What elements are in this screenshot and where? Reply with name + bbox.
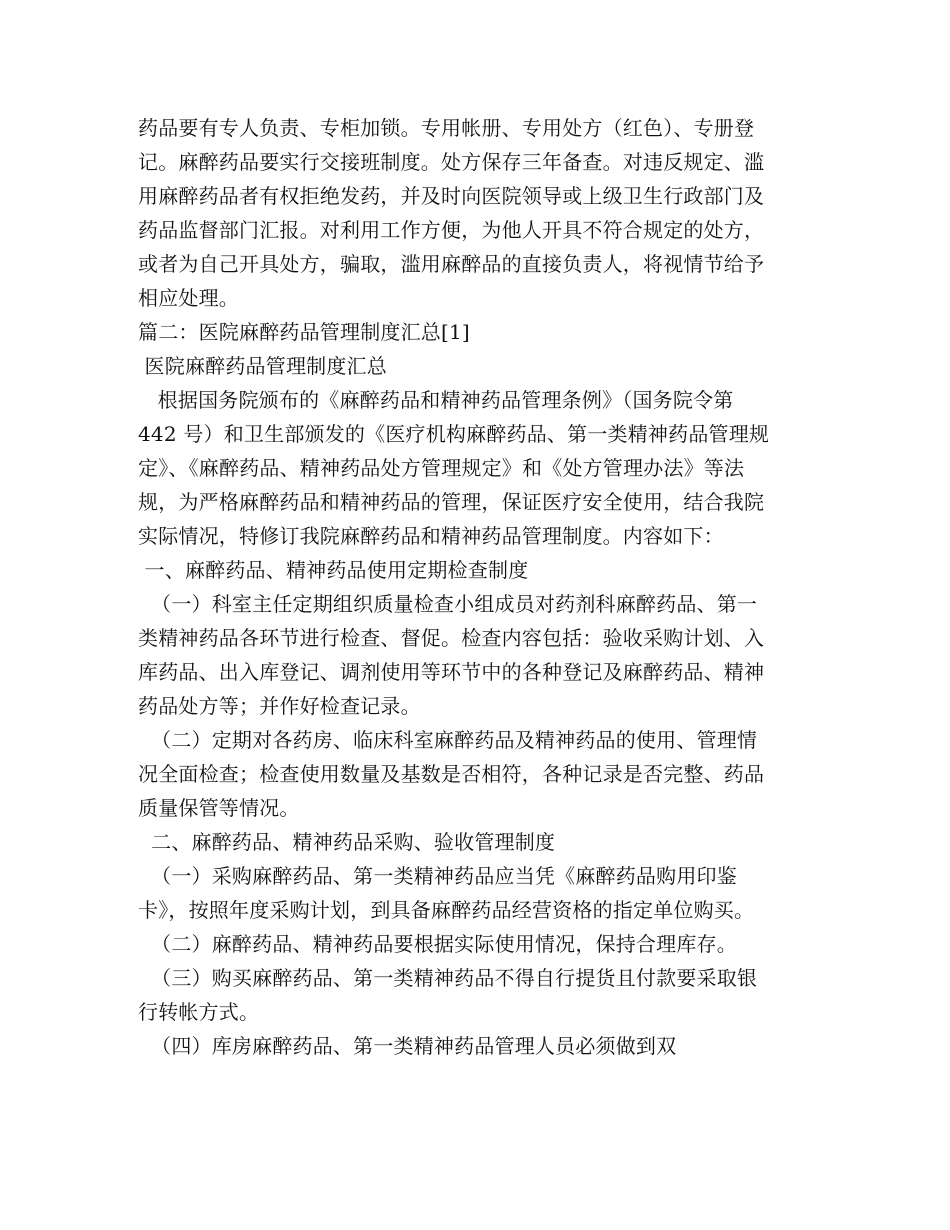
text-line: 根据国务院颁布的《麻醉药品和精神药品管理条例》（国务院令第 (138, 388, 734, 412)
text-line: 定》、《麻醉药品、精神药品处方管理规定》和《处方管理办法》等法 (138, 456, 745, 480)
section-heading: 篇二：医院麻醉药品管理制度汇总[1] (138, 320, 470, 344)
text-line: （二）定期对各药房、临床科室麻醉药品及精神药品的使用、管理情 (138, 728, 758, 752)
text-line: 实际情况，特修订我院麻醉药品和精神药品管理制度。内容如下： (138, 524, 724, 548)
text-line: 442 号）和卫生部颁发的《医疗机构麻醉药品、第一类精神药品管理规 (138, 422, 770, 446)
text-line: 类精神药品各环节进行检查、督促。检查内容包括：验收采购计划、入 (138, 626, 765, 650)
text-line: 记。麻醉药品要实行交接班制度。处方保存三年备查。对违反规定、滥 (138, 150, 765, 174)
text-line: 行转帐方式。 (138, 1000, 260, 1024)
text-line: 质量保管等情况。 (138, 796, 300, 820)
document-body (138, 111, 818, 1063)
text-line: 药品监督部门汇报。对利用工作方便，为他人开具不符合规定的处方， (138, 218, 765, 242)
document-title: 医院麻醉药品管理制度汇总 (138, 354, 387, 378)
section-heading: 二、麻醉药品、精神药品采购、验收管理制度 (138, 830, 556, 854)
text-line: 或者为自己开具处方，骗取，滥用麻醉品的直接负责人，将视情节给予 (138, 252, 765, 276)
text-line: （一）科室主任定期组织质量检查小组成员对药剂科麻醉药品、第一 (138, 592, 758, 616)
text-line: 药品处方等；并作好检查记录。 (138, 694, 421, 718)
text-line: 况全面检查；检查使用数量及基数是否相符，各种记录是否完整、药品 (138, 762, 765, 786)
text-line: （一）采购麻醉药品、第一类精神药品应当凭《麻醉药品购用印鉴 (138, 864, 737, 888)
text-line: 用麻醉药品者有权拒绝发药，并及时向医院领导或上级卫生行政部门及 (138, 184, 765, 208)
text-line: 相应处理。 (138, 286, 239, 310)
text-line: （二）麻醉药品、精神药品要根据实际使用情况，保持合理库存。 (138, 932, 737, 956)
text-line: 药品要有专人负责、专柜加锁。专用帐册、专用处方（红色）、专册登 (138, 116, 755, 140)
text-line: 规，为严格麻醉药品和精神药品的管理，保证医疗安全使用，结合我院 (138, 490, 765, 514)
section-heading: 一、麻醉药品、精神药品使用定期检查制度 (138, 558, 529, 582)
text-line: 卡》，按照年度采购计划，到具备麻醉药品经营资格的指定单位购买。 (138, 898, 755, 922)
text-line: （四）库房麻醉药品、第一类精神药品管理人员必须做到双 (138, 1034, 677, 1058)
text-line: 库药品、出入库登记、调剂使用等环节中的各种登记及麻醉药品、精神 (138, 660, 765, 684)
text-line: （三）购买麻醉药品、第一类精神药品不得自行提货且付款要采取银 (138, 966, 758, 990)
